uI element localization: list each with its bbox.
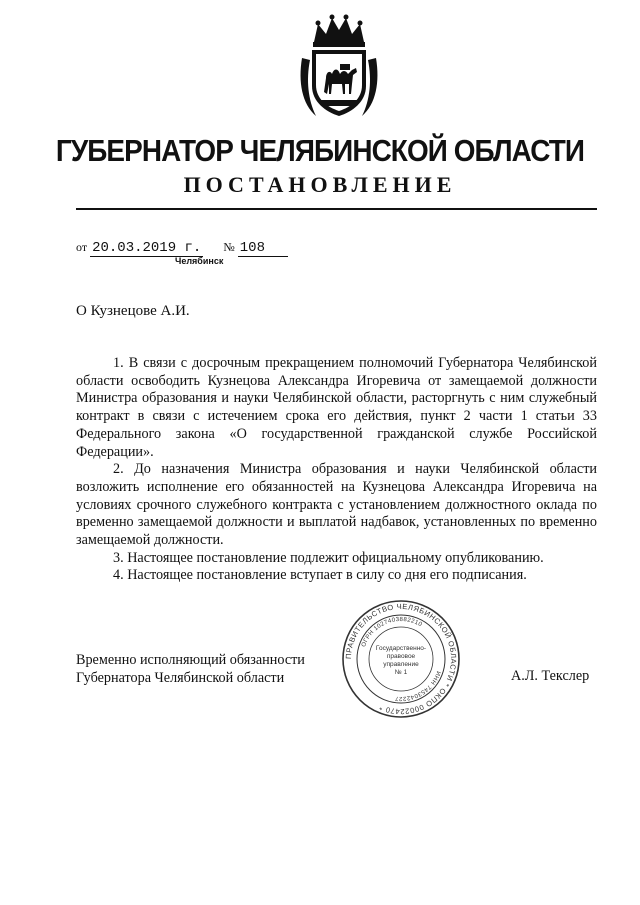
official-seal: [340, 598, 462, 720]
paragraph-2: 2. До назначения Министра образования и науки Челябинской области возложить исполнение его обязанностей на Кузнецова Александра Игоревича на условиях срочного служебного контракта с установлением должностного оклада по временно замещаемой должности и выплатой надбавок, установленных по временно замещаемой должности.: [76, 461, 597, 549]
seal-center-line-3: управление: [383, 661, 419, 668]
signatory-name: А.Л. Текслер: [511, 668, 590, 684]
seal-ogrn-text: ОГРН 1027403882210: [361, 616, 423, 648]
seal-center-line-4: № 1: [394, 669, 408, 676]
signatory-position-line-1: Временно исполняющий обязанности: [76, 652, 305, 668]
decree-date-line: [76, 240, 288, 257]
signatory-position: [76, 651, 305, 687]
header-divider: [76, 208, 597, 210]
decree-body: [76, 355, 597, 585]
seal-outer-text: ПРАВИТЕЛЬСТВО ЧЕЛЯБИНСКОЙ ОБЛАСТИ * ОКПО 00022470 *: [343, 601, 459, 717]
document-type: ПОСТАНОВЛЕНИЕ: [183, 172, 457, 197]
paragraph-1: 1. В связи с досрочным прекращением полномочий Губернатора Челябинской области освободить Кузнецова Александра Игоревича от замещаемой должности Министра образования и науки Челябинской области, расторгнуть с ним служебный контракт в связи с истечением срока его действия, пункт 2 части 1 статьи 33 Федерального закона «О государственной гражданской службе Российской Федерации».: [76, 355, 597, 460]
decree-date: 20.03.2019 г.: [92, 240, 202, 256]
paragraph-3: 3. Настоящее постановление подлежит официальному опубликованию.: [113, 549, 544, 566]
document-title: ГУБЕРНАТОР ЧЕЛЯБИНСКОЙ ОБЛАСТИ: [55, 133, 585, 168]
paragraph-4: 4. Настоящее постановление вступает в силу со дня его подписания.: [113, 567, 527, 584]
seal-center-line-1: Государственно-: [375, 645, 427, 652]
decree-subject: О Кузнецове А.И.: [76, 303, 190, 319]
coat-of-arms-emblem: [296, 12, 382, 120]
decree-city: Челябинск: [175, 256, 224, 266]
seal-center-line-2: правовое: [386, 653, 416, 660]
number-sign: №: [223, 240, 235, 254]
seal-inn-text: ИНН 7453042227: [394, 670, 441, 702]
date-prefix: от: [76, 240, 88, 254]
signatory-position-line-2: Губернатора Челябинской области: [76, 670, 285, 686]
decree-number: 108: [238, 240, 288, 257]
